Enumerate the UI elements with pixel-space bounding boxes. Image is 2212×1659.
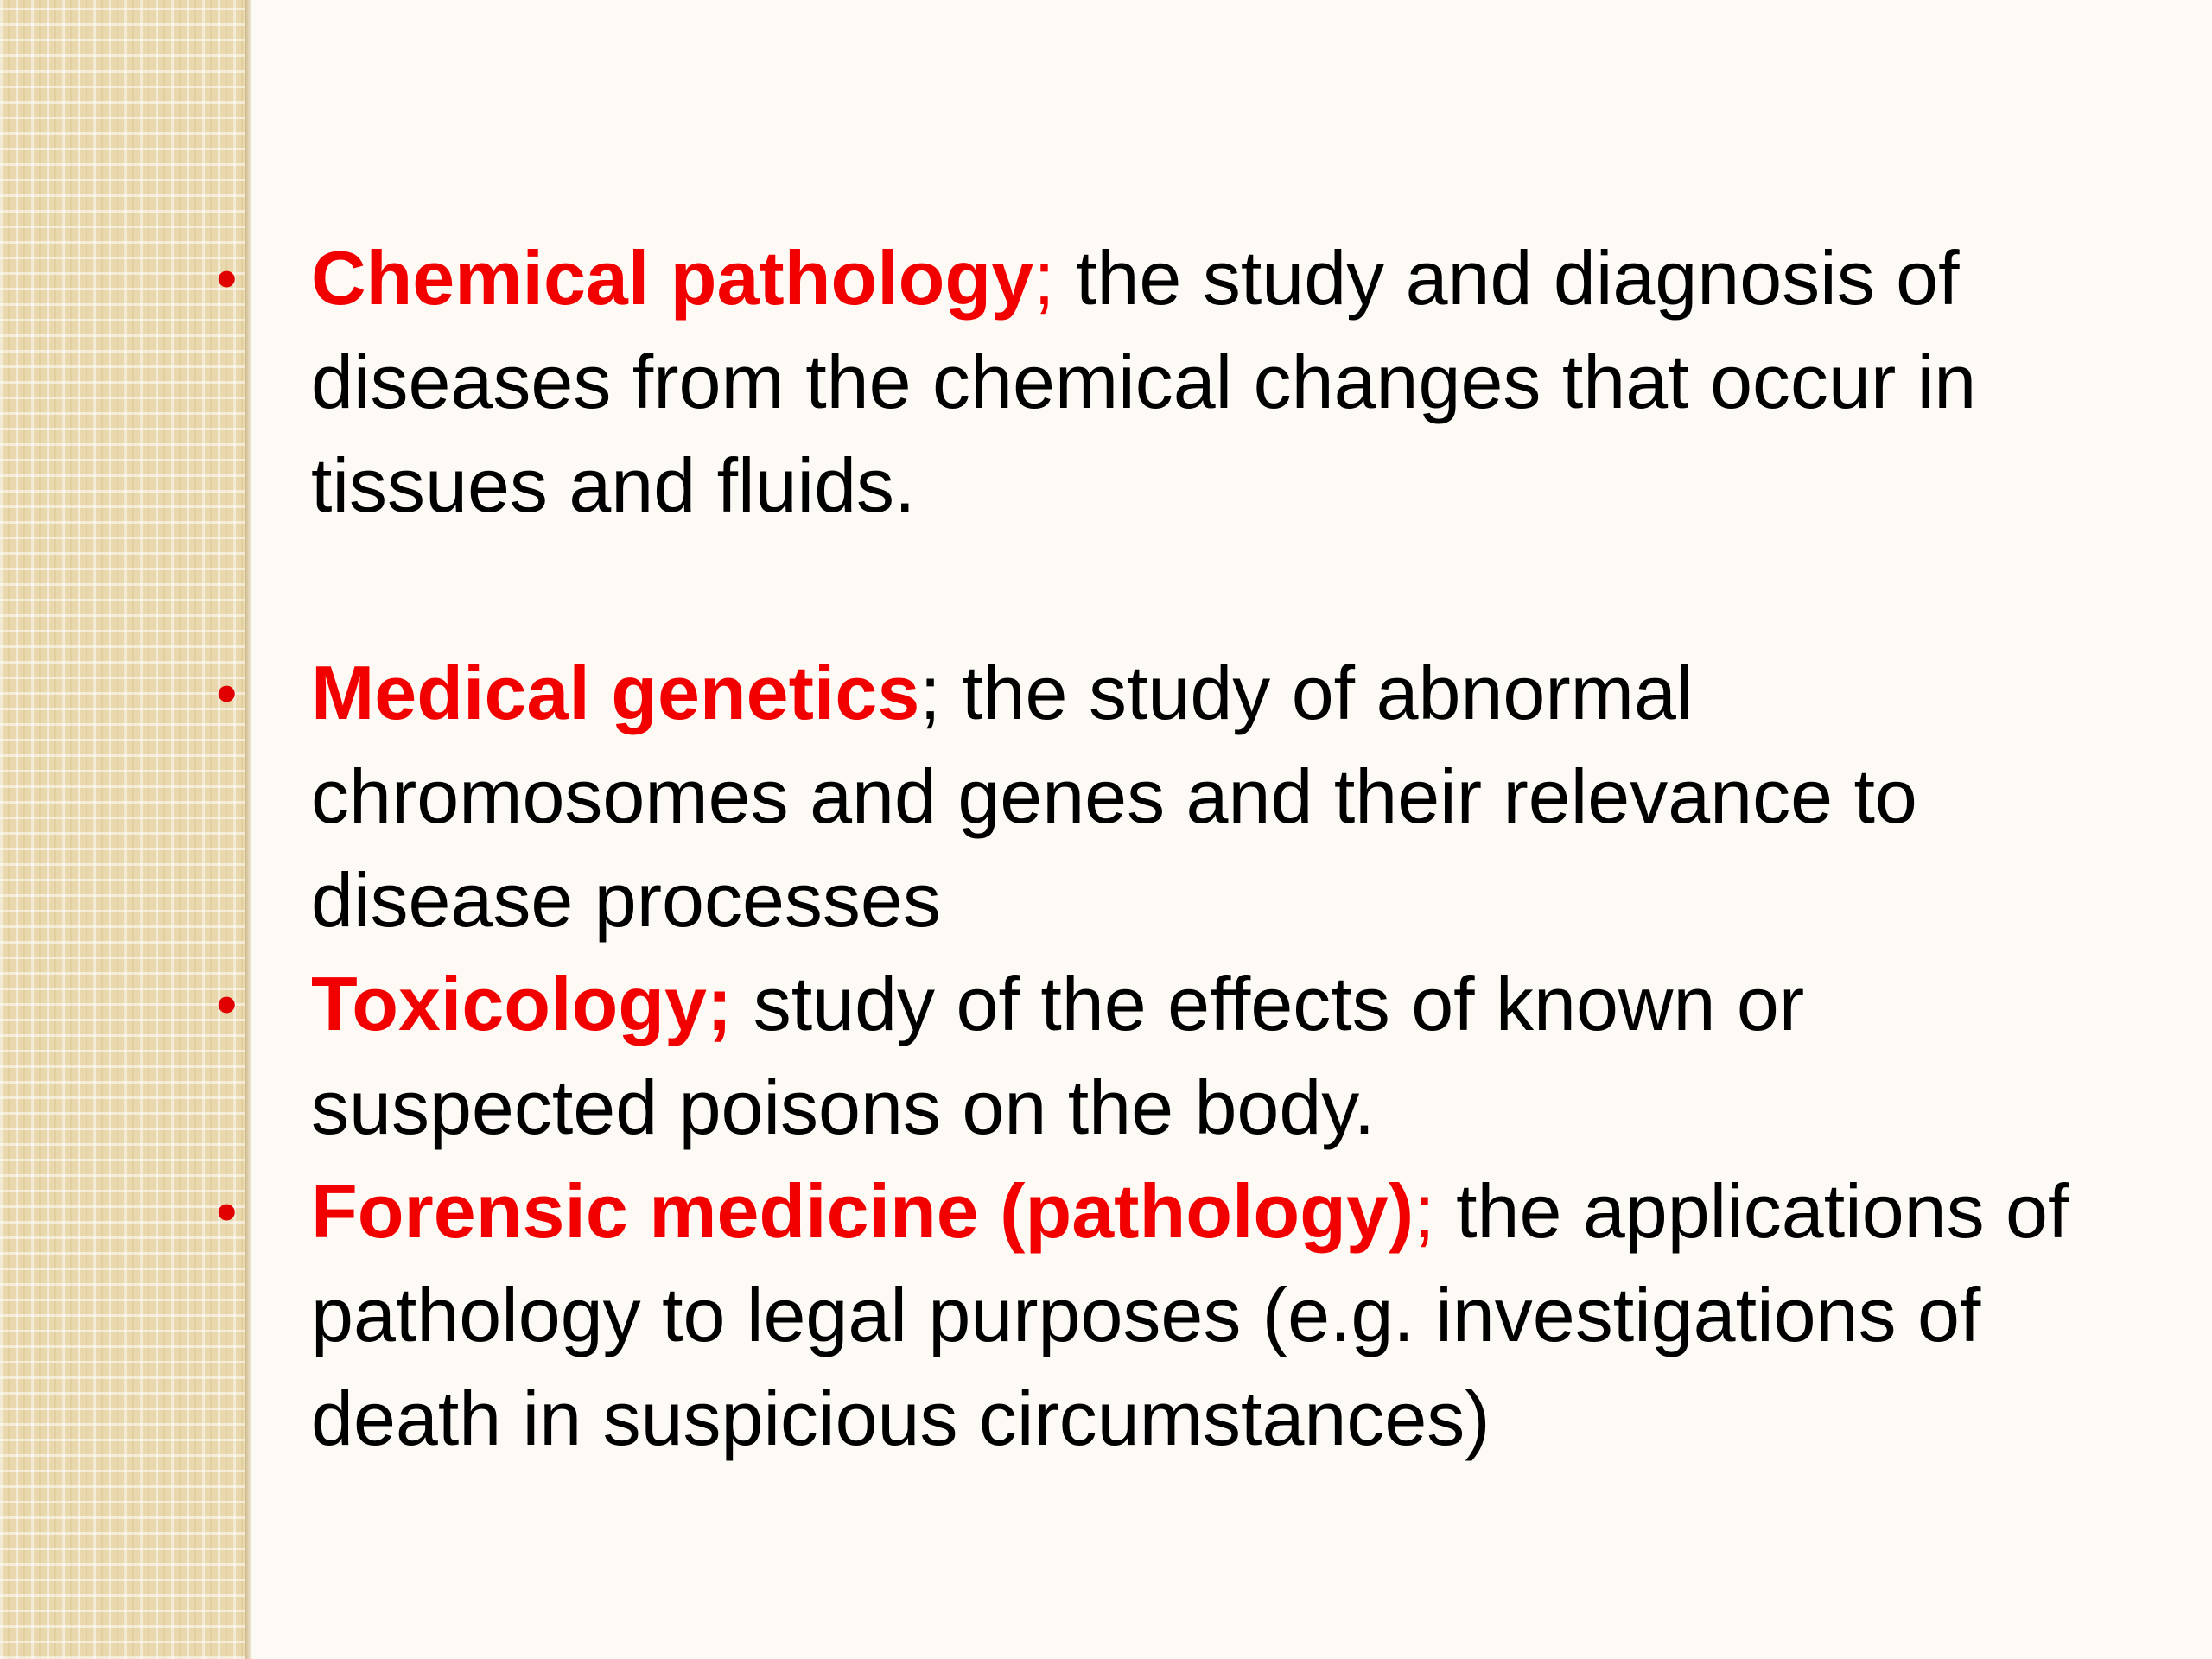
bullet-item-toxicology — [216, 952, 2160, 1160]
term-separator: ; — [1033, 235, 1055, 321]
bullet-icon: • — [216, 1178, 238, 1245]
term-separator: ; — [919, 650, 941, 735]
bullet-icon: • — [216, 245, 238, 312]
bullet-item-forensic-medicine — [216, 1160, 2160, 1471]
definition-chemical-pathology: the study and diagnosis of diseases from the chemical changes that occur in tissues and fluids. — [311, 235, 1977, 528]
term-separator: ; — [1414, 1168, 1435, 1254]
bullet-item-chemical-pathology — [216, 226, 2160, 537]
definition-medical-genetics: the study of abnormal chromosomes and genes and their relevance to disease processes — [311, 650, 1917, 943]
term-medical-genetics: Medical genetics — [311, 650, 920, 735]
bullet-icon: • — [216, 659, 238, 727]
definition-toxicology: study of the effects of known or suspected poisons on the body. — [311, 961, 1805, 1150]
spacer — [216, 537, 2160, 641]
definition-forensic-medicine: the applications of pathology to legal purposes (e.g. investigations of death in suspicious circumstances) — [311, 1168, 2069, 1461]
bullet-icon: • — [216, 970, 238, 1038]
term-forensic-medicine: Forensic medicine (pathology) — [311, 1168, 1414, 1254]
bullet-item-medical-genetics — [216, 641, 2160, 952]
decorative-sidebar — [0, 0, 245, 1659]
term-chemical-pathology: Chemical pathology — [311, 235, 1034, 321]
term-toxicology: Toxicology; — [311, 961, 733, 1046]
slide-content — [216, 226, 2160, 1471]
